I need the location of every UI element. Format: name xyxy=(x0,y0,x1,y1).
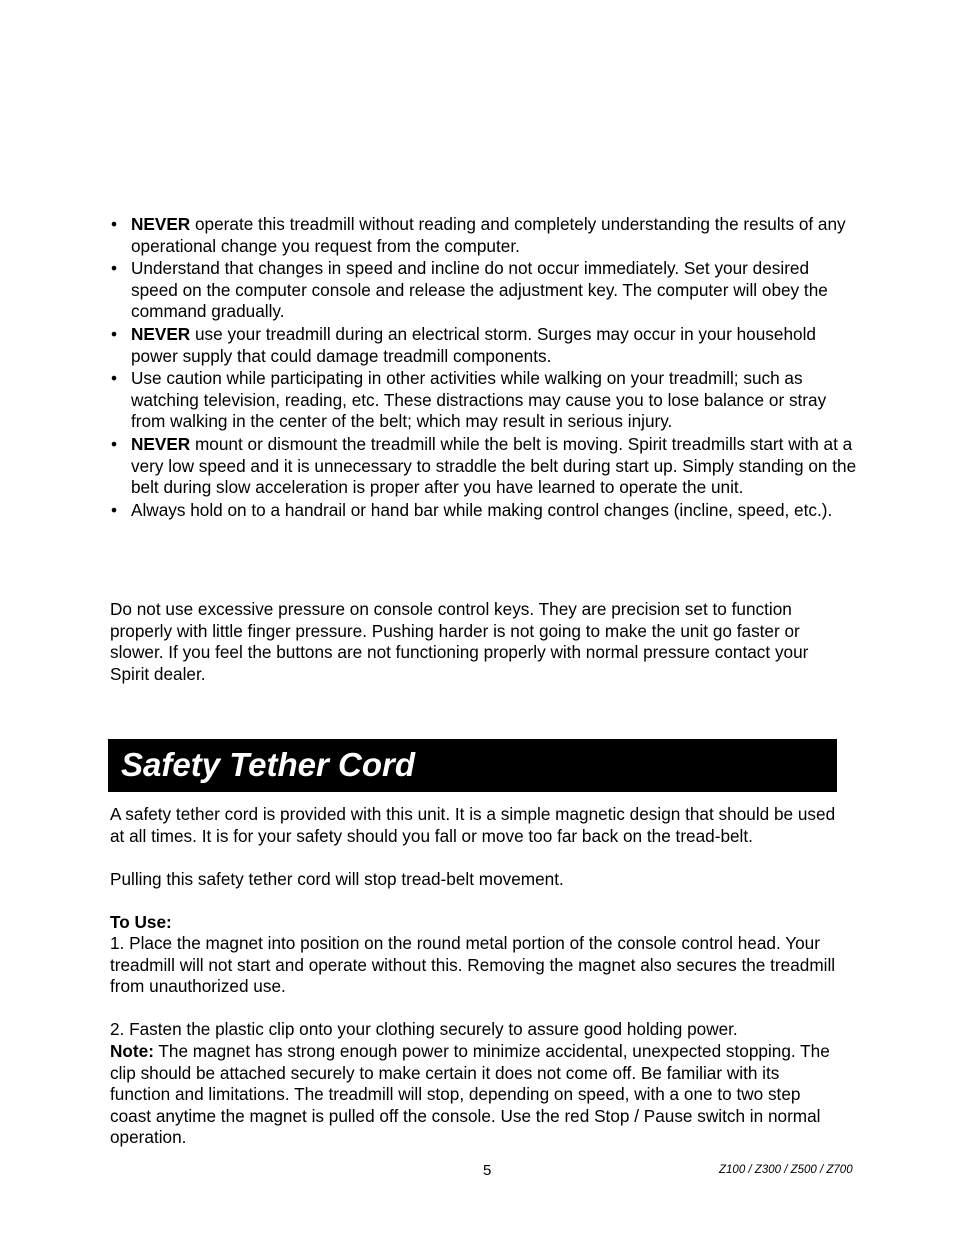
page-number: 5 xyxy=(483,1162,492,1179)
to-use-step-1: 1. Place the magnet into position on the round metal portion of the console control head. Your treadmill will not start and operate without this. Removing the magnet also secures the treadmill from unauthorized use. xyxy=(110,933,836,997)
section-title: Safety Tether Cord xyxy=(121,746,416,783)
to-use-step-2: 2. Fasten the plastic clip onto your clothing securely to assure good holding power. xyxy=(110,1019,738,1039)
bullet-emphasis: NEVER xyxy=(131,433,191,454)
note-text: The magnet has strong enough power to minimize accidental, unexpected stopping. The clip should be attached securely to make certain it does not come off. Be familiar with its function and limitations. The treadmill will stop, depending on speed, with a one to two step coast anytime the magnet is pulled off the console. Use the red Stop / Pause switch in normal operation. xyxy=(110,1041,830,1148)
safety-bullet-list xyxy=(108,214,858,522)
bullet-dot: • xyxy=(111,214,118,234)
bullet-text: use your treadmill during an electrical storm. Surges may occur in your household power supply that could damage treadmill components. xyxy=(131,323,816,366)
to-use-heading: To Use: xyxy=(110,912,172,932)
bullet-text: operate this treadmill without reading and completely understanding the results of any operational change you request from the computer. xyxy=(131,214,846,256)
bullet-dot: • xyxy=(111,368,118,389)
tether-pulling: Pulling this safety tether cord will stop tread-belt movement. xyxy=(110,869,564,889)
bullet-dot: • xyxy=(111,433,118,454)
bullet-text: mount or dismount the treadmill while the belt is moving. Spirit treadmills start with at a very low speed and it is unnecessary to straddle the belt during start up. Simply standing on the belt during slow acceleration is proper after you have learned to operate the unit. xyxy=(131,433,857,498)
section-banner xyxy=(108,739,837,792)
bullet-item xyxy=(108,258,858,323)
bullet-text: Understand that changes in speed and incline do not occur immediately. Set your desired speed on the computer console and release the adjustment key. The computer will obey the command gradually. xyxy=(131,258,828,322)
bullet-emphasis: NEVER xyxy=(131,323,191,344)
bullet-item xyxy=(108,500,858,522)
model-footer: Z100 / Z300 / Z500 / Z700 xyxy=(719,1164,853,1176)
tether-note xyxy=(110,1041,840,1149)
bullet-text: Use caution while participating in other activities while walking on your treadmill; such as watching television, reading, etc. These distractions may cause you to lose balance or stray from walking in the center of the belt; which may result in serious injury. xyxy=(131,368,827,432)
bullet-dot: • xyxy=(111,258,118,279)
bullet-item xyxy=(108,214,858,257)
pressure-note: Do not use excessive pressure on console control keys. They are precision set to function properly with little finger pressure. Pushing harder is not going to make the unit go faster or slower. If you feel the buttons are not functioning properly with normal pressure contact your Spirit dealer. xyxy=(110,599,809,684)
bullet-emphasis: NEVER xyxy=(131,214,191,234)
bullet-dot: • xyxy=(111,323,118,344)
tether-intro: A safety tether cord is provided with this unit. It is a simple magnetic design that should be used at all times. It is for your safety should you fall or move too far back on the tread-belt. xyxy=(110,804,836,846)
bullet-item xyxy=(108,368,858,433)
bullet-dot: • xyxy=(111,499,118,520)
bullet-text: Always hold on to a handrail or hand bar while making control changes (incline, speed, etc.). xyxy=(131,499,833,520)
note-label: Note: xyxy=(110,1041,154,1061)
bullet-item xyxy=(108,324,858,367)
bullet-item xyxy=(108,434,858,499)
